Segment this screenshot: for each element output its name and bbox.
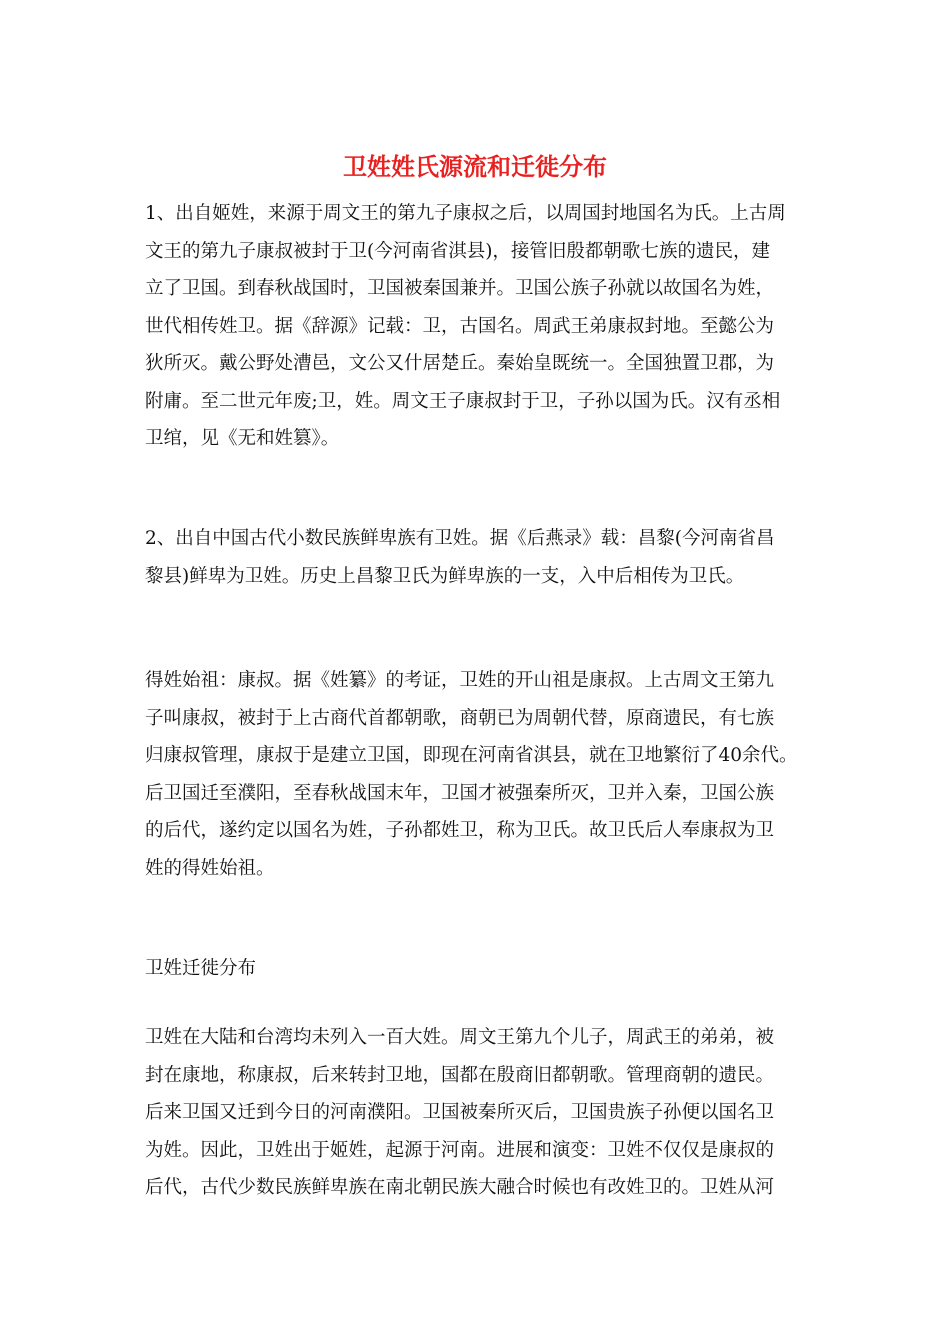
text-line: 1、出自姬姓，来源于周文王的第九子康叔之后，以周国封地国名为氏。上古周: [145, 203, 786, 224]
text-line: 立了卫国。到春秋战国时，卫国被秦国兼并。卫国公族子孙就以故国名为姓，: [145, 278, 775, 299]
text-line: 后卫国迁至濮阳，至春秋战国末年，卫国才被强秦所灭，卫并入秦，卫国公族: [145, 782, 775, 804]
text-line: 卫姓迁徙分布: [145, 958, 257, 979]
text-line: 附庸。至二世元年废;卫，姓。周文王子康叔封于卫，子孙以国为氏。汉有丞相: [145, 390, 781, 412]
text-line: 姓的得姓始祖。: [145, 857, 275, 879]
text-line: 2、出自中国古代小数民族鲜卑族有卫姓。据《后燕录》载：昌黎(今河南省昌: [145, 528, 775, 549]
text-line: 后来卫国又迁到今日的河南濮阳。卫国被秦所灭后，卫国贵族子孙便以国名卫: [145, 1102, 775, 1123]
text-line: 的后代，遂约定以国名为姓，子孙都姓卫，称为卫氏。故卫氏后人奉康叔为卫: [145, 820, 775, 841]
paragraph-ancestor: [145, 662, 820, 887]
text-line: 为姓。因此，卫姓出于姬姓，起源于河南。进展和演变：卫姓不仅仅是康叔的: [145, 1139, 775, 1161]
paragraph-migration: [145, 1019, 820, 1207]
text-line: 子叫康叔，被封于上古商代首都朝歌，商朝已为周朝代替，原商遗民，有七族: [145, 707, 775, 729]
text-line: 封在康地，称康叔，后来转封卫地，国都在殷商旧都朝歌。管理商朝的遗民。: [145, 1064, 775, 1086]
text-line: 黎县)鲜卑为卫姓。历史上昌黎卫氏为鲜卑族的一支，入中后相传为卫氏。: [145, 565, 745, 587]
text-line: 狄所灭。戴公野处漕邑，文公又什居楚丘。秦始皇既统一。全国独置卫郡，为: [145, 353, 775, 374]
text-line: 卫绾，见《无和姓篡》。: [145, 428, 340, 449]
section-heading-migration: [145, 950, 820, 988]
text-line: 文王的第九子康叔被封于卫(今河南省淇县)，接管旧殷都朝歌七族的遗民，建: [145, 240, 770, 262]
paragraph-origin-xianbei: [145, 520, 820, 595]
document-title: 卫姓姓氏源流和迁徙分布: [343, 152, 607, 181]
text-line: 世代相传姓卫。据《辞源》记载：卫，古国名。周武王弟康叔封地。至懿公为: [145, 315, 775, 337]
text-line: 卫姓在大陆和台湾均未列入一百大姓。周文王第九个儿子，周武王的弟弟，被: [145, 1027, 775, 1048]
text-line: 得姓始祖：康叔。据《姓纂》的考证，卫姓的开山祖是康叔。上古周文王第九: [145, 670, 775, 691]
paragraph-origin-ji: [145, 195, 820, 458]
text-line: 后代，古代少数民族鲜卑族在南北朝民族大融合时候也有改姓卫的。卫姓从河: [145, 1177, 775, 1198]
text-line: 归康叔管理，康叔于是建立卫国，即现在河南省淇县，就在卫地繁衍了40余代。: [145, 745, 798, 766]
